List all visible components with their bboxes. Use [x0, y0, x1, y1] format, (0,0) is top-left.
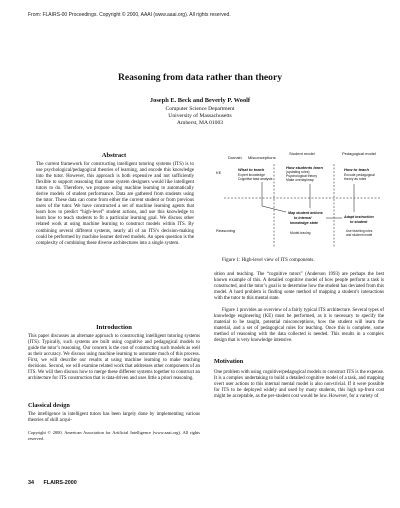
fig-map-actions-1: Map student actions	[288, 211, 323, 215]
page-number: 34	[28, 480, 34, 486]
fig-adapt-sub-2: and student model	[346, 233, 373, 237]
fig-how-teach-item-2: theory as rules	[344, 177, 367, 181]
classical-text: The intelligence in intelligent tutors has been largely done by implementing various theories of skill acqui-	[28, 412, 200, 424]
abstract-text: The current framework for constructing intelligent tutoring systems (ITS) is to use psychological/pedagogical theories of learning, and encode this knowledge into the tutor. However, this approach is both expensive and not sufficiently flexible to support reasoning that some system designers would like intelligent tutors to do. Therefore, we propose using machine learning to automatically derive models of student performance. Data are gathered from students using the tutor. These data can come from either the current student or from previous users of the tutor. We have constructed a set of machine learning agents that learn how to predict “high-level” student actions, and use this knowledge to learn how to teach students to fit a particular learning goal. We discuss other related work at using machine learning to construct models within ITS. By combining several different systems, nearly all of an ITS’s decision-making could be performed by machine learner derived models. An open question is the complexity of combining these diverse architectures into a single system.	[36, 162, 194, 246]
fig-map-actions-3: knowledge state	[290, 221, 318, 225]
right-para-1	[214, 272, 384, 302]
fig-col-pedagogical-model: Pedagogical model	[342, 151, 377, 156]
fig-how-teach: How to teach	[344, 167, 369, 172]
right-text-3: One problem with using cognitive/pedagogical models to construct ITS is the expense. It is a complex undertaking to build a detailed cognitive model of a task, and mapping overt user actions to this internal mental model is also non-trivial. If it were possible for ITS to be deployed widely and used by many students, this high up-front cost might be acceptable, as the per-student cost would be low. However, for a variety of	[214, 370, 384, 400]
fig-adapt-2: to student	[350, 220, 368, 224]
fig-how-learn-item-2: Psychological theory	[286, 174, 318, 178]
copyright-header: From: FLAIRS-00 Proceedings. Copyright © 2000, AAAI (www.aaai.org). All rights reserved.	[28, 12, 231, 18]
abstract-heading: Abstract	[101, 152, 127, 159]
fig-adapt-sub-1: Use teaching rules	[346, 229, 373, 233]
classical-body	[28, 412, 200, 424]
fig-what-to-teach: What to teach	[238, 167, 265, 172]
footnote-text: Copyright © 2000, American Association for Artificial Intelligence (www.aaai.org). All rights reserved.	[28, 430, 200, 441]
right-para-2	[214, 308, 384, 344]
affiliation-line-3: Amherst, MA 01003	[176, 120, 224, 126]
intro-body	[28, 334, 200, 382]
right-text-1: sition and teaching. The “cognitive tutors” (Anderson 1993) are perhaps the best known example of this. A detailed cognitive model of how people perform a task is constructed, and the tutor’s goal is to determine how the student has deviated from this model. A hard problem is finding some method of mapping a student’s interactions with the tutor to this mental state.	[214, 272, 384, 302]
classical-heading: Classical design	[28, 402, 70, 409]
fig-map-actions-2: to internal	[294, 216, 312, 220]
fig-row-reasoning: Reasoning	[216, 228, 236, 233]
footnote	[28, 430, 200, 441]
fig-row-ke: KE	[216, 170, 222, 175]
paper-title: Reasoning from data rather than theory	[117, 72, 283, 83]
fig-what-item-2: Cognitive task analysis	[238, 177, 273, 181]
intro-heading: Introduction	[96, 324, 132, 331]
right-para-3	[214, 370, 384, 400]
figure-caption: Figure 1: High-level view of ITS components.	[222, 258, 315, 263]
abstract-body	[36, 162, 194, 247]
its-architecture-figure	[214, 150, 382, 256]
affiliation-line-1: Computer Science Department	[165, 106, 235, 112]
motivation-heading: Motivation	[214, 358, 244, 365]
fig-adapt-1: Adapt instruction	[344, 215, 374, 219]
fig-what-item-1: Expert knowledge	[238, 173, 265, 177]
page-footer	[28, 480, 77, 486]
intro-text: This paper discusses an alternate approach to constructing intelligent tutoring systems (ITS). Typically, such systems are built using cognitive and pedagogical models to guide the tutor’s reasoning. Our concern is the cost of constructing such models as well as their accuracy. We discuss using machine learning to automate much of this process. First, we will describe our results at using machine learning to make teaching decisions. Second, we will examine related work that addresses other components of an ITS. We will then discuss how to merge these different systems together to construct an architecture for ITS construction that is data-driven and uses little a priori reasoning.	[28, 334, 200, 382]
right-text-2: Figure 1 provides an overview of a fairly typical ITS architecture. Several types of knowledge engineering (KE) must be performed, as it is necessary to specify the material to be taught, potential misconceptions, how the student will learn the material, and a set of pedagogical rules for teaching. Once this is complete, some method of reasoning with the data collected is needed. This results in a complex design that is very knowledge intensive.	[214, 308, 384, 344]
fig-col-domain: Domain	[228, 155, 242, 160]
fig-col-student-model: Student model	[289, 151, 315, 156]
fig-model-tracing: Model-tracing	[290, 231, 311, 235]
affiliation-line-2: University of Massachusetts	[168, 113, 232, 119]
fig-how-learn-item-3: Make overlay/map	[286, 178, 314, 182]
fig-how-teach-item-1: Encode pedagogical	[344, 173, 375, 177]
fig-how-learn-item-1: (updating rules)	[286, 170, 310, 174]
fig-col-misconceptions: Misconceptions	[248, 155, 276, 160]
fig-how-learn: How students learn	[286, 165, 323, 170]
page-venue: FLAIRS-2000	[43, 480, 77, 486]
paper-authors: Joseph E. Beck and Beverly P. Woolf	[149, 97, 251, 104]
